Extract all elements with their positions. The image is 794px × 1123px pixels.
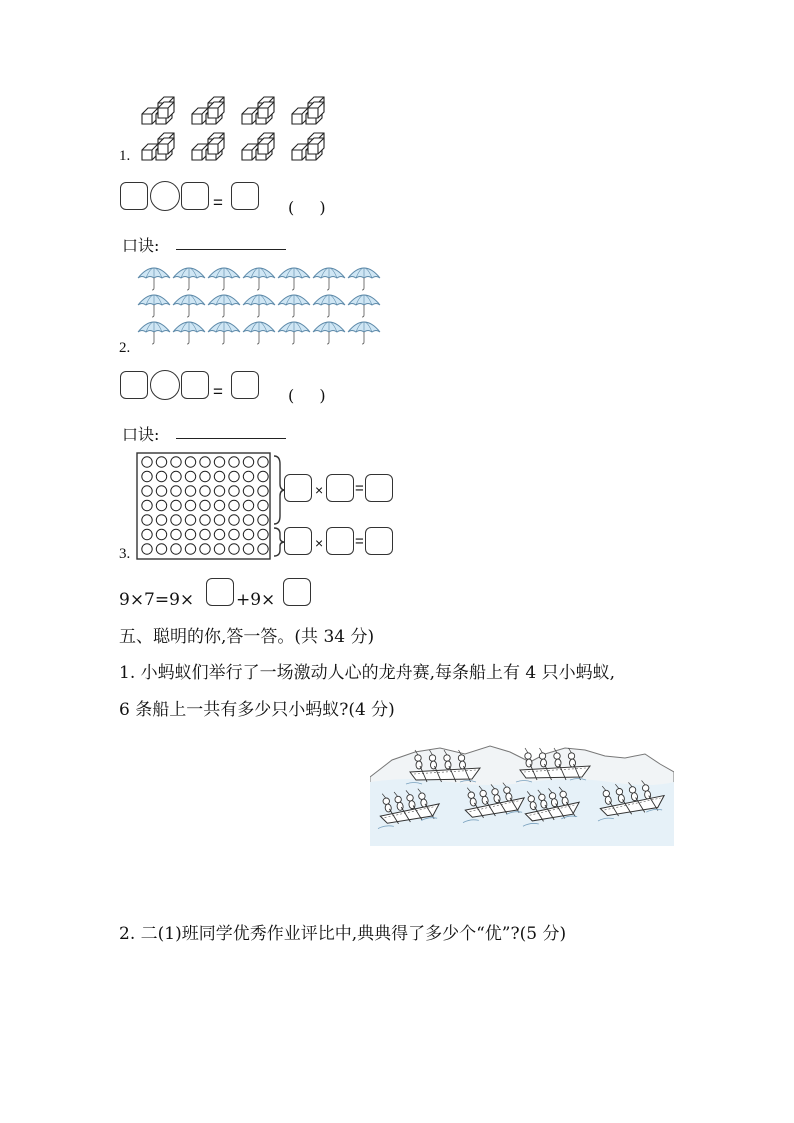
circle-icon bbox=[185, 515, 195, 525]
umbrella-icon bbox=[243, 322, 275, 344]
circle-icon bbox=[142, 457, 152, 467]
circle-icon bbox=[185, 544, 195, 554]
question-2-number: 2. bbox=[119, 340, 131, 356]
circle-icon bbox=[171, 471, 181, 481]
umbrella-icon bbox=[138, 268, 170, 290]
circle-icon bbox=[142, 544, 152, 554]
circle-icon bbox=[214, 515, 224, 525]
circle-icon bbox=[243, 515, 253, 525]
circle-icon bbox=[229, 515, 239, 525]
circle-icon bbox=[229, 457, 239, 467]
circle-icon bbox=[258, 544, 268, 554]
umbrella-icon bbox=[173, 295, 205, 317]
umbrella-icon bbox=[208, 295, 240, 317]
circle-icon bbox=[243, 486, 253, 496]
circle-icon bbox=[185, 500, 195, 510]
answer-box[interactable] bbox=[181, 182, 209, 210]
umbrella-icon bbox=[173, 268, 205, 290]
circle-icon bbox=[142, 471, 152, 481]
equation-middle: +9× bbox=[236, 590, 276, 610]
circle-icon bbox=[258, 529, 268, 539]
circle-icon bbox=[229, 500, 239, 510]
circle-icon bbox=[156, 544, 166, 554]
cube-stack-icon bbox=[138, 96, 178, 126]
umbrella-icon bbox=[243, 295, 275, 317]
circle-icon bbox=[185, 457, 195, 467]
circle-icon bbox=[200, 486, 210, 496]
circle-icon bbox=[185, 471, 195, 481]
circle-icon bbox=[185, 529, 195, 539]
umbrella-icon bbox=[243, 268, 275, 290]
circle-icon bbox=[258, 515, 268, 525]
answer-box[interactable] bbox=[284, 527, 312, 555]
circle-icon bbox=[214, 471, 224, 481]
circle-icon bbox=[171, 457, 181, 467]
circle-icon bbox=[171, 544, 181, 554]
circle-icon bbox=[214, 529, 224, 539]
cube-stack-icon bbox=[288, 132, 328, 162]
umbrella-icon bbox=[208, 322, 240, 344]
circle-icon bbox=[156, 529, 166, 539]
answer-box[interactable] bbox=[365, 527, 393, 555]
umbrella-icon bbox=[278, 268, 310, 290]
circle-icon bbox=[243, 544, 253, 554]
cube-stack-icon bbox=[288, 96, 328, 126]
circle-icon bbox=[229, 486, 239, 496]
dragon-boat-ants-illustration bbox=[370, 742, 674, 846]
circle-icon bbox=[142, 500, 152, 510]
umbrella-icon bbox=[348, 295, 380, 317]
circle-icon bbox=[156, 457, 166, 467]
umbrella-icon bbox=[278, 295, 310, 317]
answer-box[interactable] bbox=[120, 371, 148, 399]
circle-icon bbox=[156, 515, 166, 525]
equals-sign: = bbox=[355, 480, 364, 497]
circle-icon bbox=[171, 515, 181, 525]
cube-stack-icon bbox=[138, 132, 178, 162]
circle-icon bbox=[243, 457, 253, 467]
circle-icon bbox=[142, 486, 152, 496]
circle-icon bbox=[200, 544, 210, 554]
answer-box[interactable] bbox=[326, 527, 354, 555]
equals-sign: = bbox=[213, 382, 223, 401]
circle-icon bbox=[243, 500, 253, 510]
umbrella-icon bbox=[313, 268, 345, 290]
umbrella-icon bbox=[348, 268, 380, 290]
problem-1-line-1: 1. 小蚂蚁们举行了一场激动人心的龙舟赛,每条船上有 4 只小蚂蚁, bbox=[119, 663, 616, 683]
cube-stack-icon bbox=[238, 132, 278, 162]
circle-icon bbox=[200, 500, 210, 510]
answer-box[interactable] bbox=[283, 578, 311, 606]
umbrella-grid bbox=[136, 262, 386, 354]
operator-circle[interactable] bbox=[150, 370, 180, 400]
circle-icon bbox=[243, 471, 253, 481]
circle-icon bbox=[258, 486, 268, 496]
umbrella-icon bbox=[138, 322, 170, 344]
circle-icon bbox=[142, 529, 152, 539]
cube-stack-icon bbox=[188, 132, 228, 162]
equals-sign: = bbox=[355, 533, 364, 550]
answer-box[interactable] bbox=[120, 182, 148, 210]
operator-circle[interactable] bbox=[150, 181, 180, 211]
circle-icon bbox=[171, 486, 181, 496]
circle-icon bbox=[142, 515, 152, 525]
unit-paren: ( ) bbox=[288, 198, 336, 217]
answer-box[interactable] bbox=[231, 182, 259, 210]
question-3-number: 3. bbox=[119, 546, 131, 562]
umbrella-icon bbox=[278, 322, 310, 344]
umbrella-icon bbox=[348, 322, 380, 344]
circle-icon bbox=[156, 471, 166, 481]
umbrella-icon bbox=[208, 268, 240, 290]
circle-icon bbox=[156, 500, 166, 510]
circle-icon bbox=[200, 471, 210, 481]
section-title: 五、聪明的你,答一答。(共 34 分) bbox=[119, 627, 375, 647]
circle-icon bbox=[200, 515, 210, 525]
koujue-blank[interactable] bbox=[176, 438, 286, 439]
circle-icon bbox=[185, 486, 195, 496]
circle-icon bbox=[171, 500, 181, 510]
umbrella-icon bbox=[313, 295, 345, 317]
circle-icon bbox=[258, 457, 268, 467]
unit-paren: ( ) bbox=[288, 386, 336, 405]
circle-icon bbox=[156, 486, 166, 496]
answer-box[interactable] bbox=[284, 474, 312, 502]
problem-1-line-2: 6 条船上一共有多少只小蚂蚁?(4 分) bbox=[119, 700, 395, 720]
answer-box[interactable] bbox=[181, 371, 209, 399]
circle-icon bbox=[258, 471, 268, 481]
koujue-label: 口诀: bbox=[122, 236, 160, 255]
circle-icon bbox=[229, 471, 239, 481]
circle-icon bbox=[171, 529, 181, 539]
circle-icon bbox=[214, 457, 224, 467]
answer-box[interactable] bbox=[231, 371, 259, 399]
circle-icon bbox=[214, 486, 224, 496]
equation-left: 9×7=9× bbox=[119, 590, 195, 610]
circle-icon bbox=[214, 544, 224, 554]
times-sign: × bbox=[315, 482, 324, 498]
answer-box[interactable] bbox=[326, 474, 354, 502]
times-sign: × bbox=[315, 535, 324, 551]
circle-icon bbox=[229, 529, 239, 539]
circle-icon bbox=[243, 529, 253, 539]
umbrella-icon bbox=[173, 322, 205, 344]
koujue-blank[interactable] bbox=[176, 249, 286, 250]
koujue-label: 口诀: bbox=[122, 425, 160, 444]
equals-sign: = bbox=[213, 193, 223, 212]
circle-icon bbox=[229, 544, 239, 554]
problem-2: 2. 二(1)班同学优秀作业评比中,典典得了多少个“优”?(5 分) bbox=[119, 924, 567, 944]
circle-grid bbox=[136, 452, 286, 562]
circle-icon bbox=[200, 457, 210, 467]
umbrella-icon bbox=[138, 295, 170, 317]
umbrella-icon bbox=[313, 322, 345, 344]
circle-icon bbox=[258, 500, 268, 510]
answer-box[interactable] bbox=[365, 474, 393, 502]
circle-icon bbox=[200, 529, 210, 539]
question-1-number: 1. bbox=[119, 148, 131, 164]
cube-stack-icon bbox=[238, 96, 278, 126]
answer-box[interactable] bbox=[206, 578, 234, 606]
cube-stack-icon bbox=[188, 96, 228, 126]
circle-icon bbox=[214, 500, 224, 510]
